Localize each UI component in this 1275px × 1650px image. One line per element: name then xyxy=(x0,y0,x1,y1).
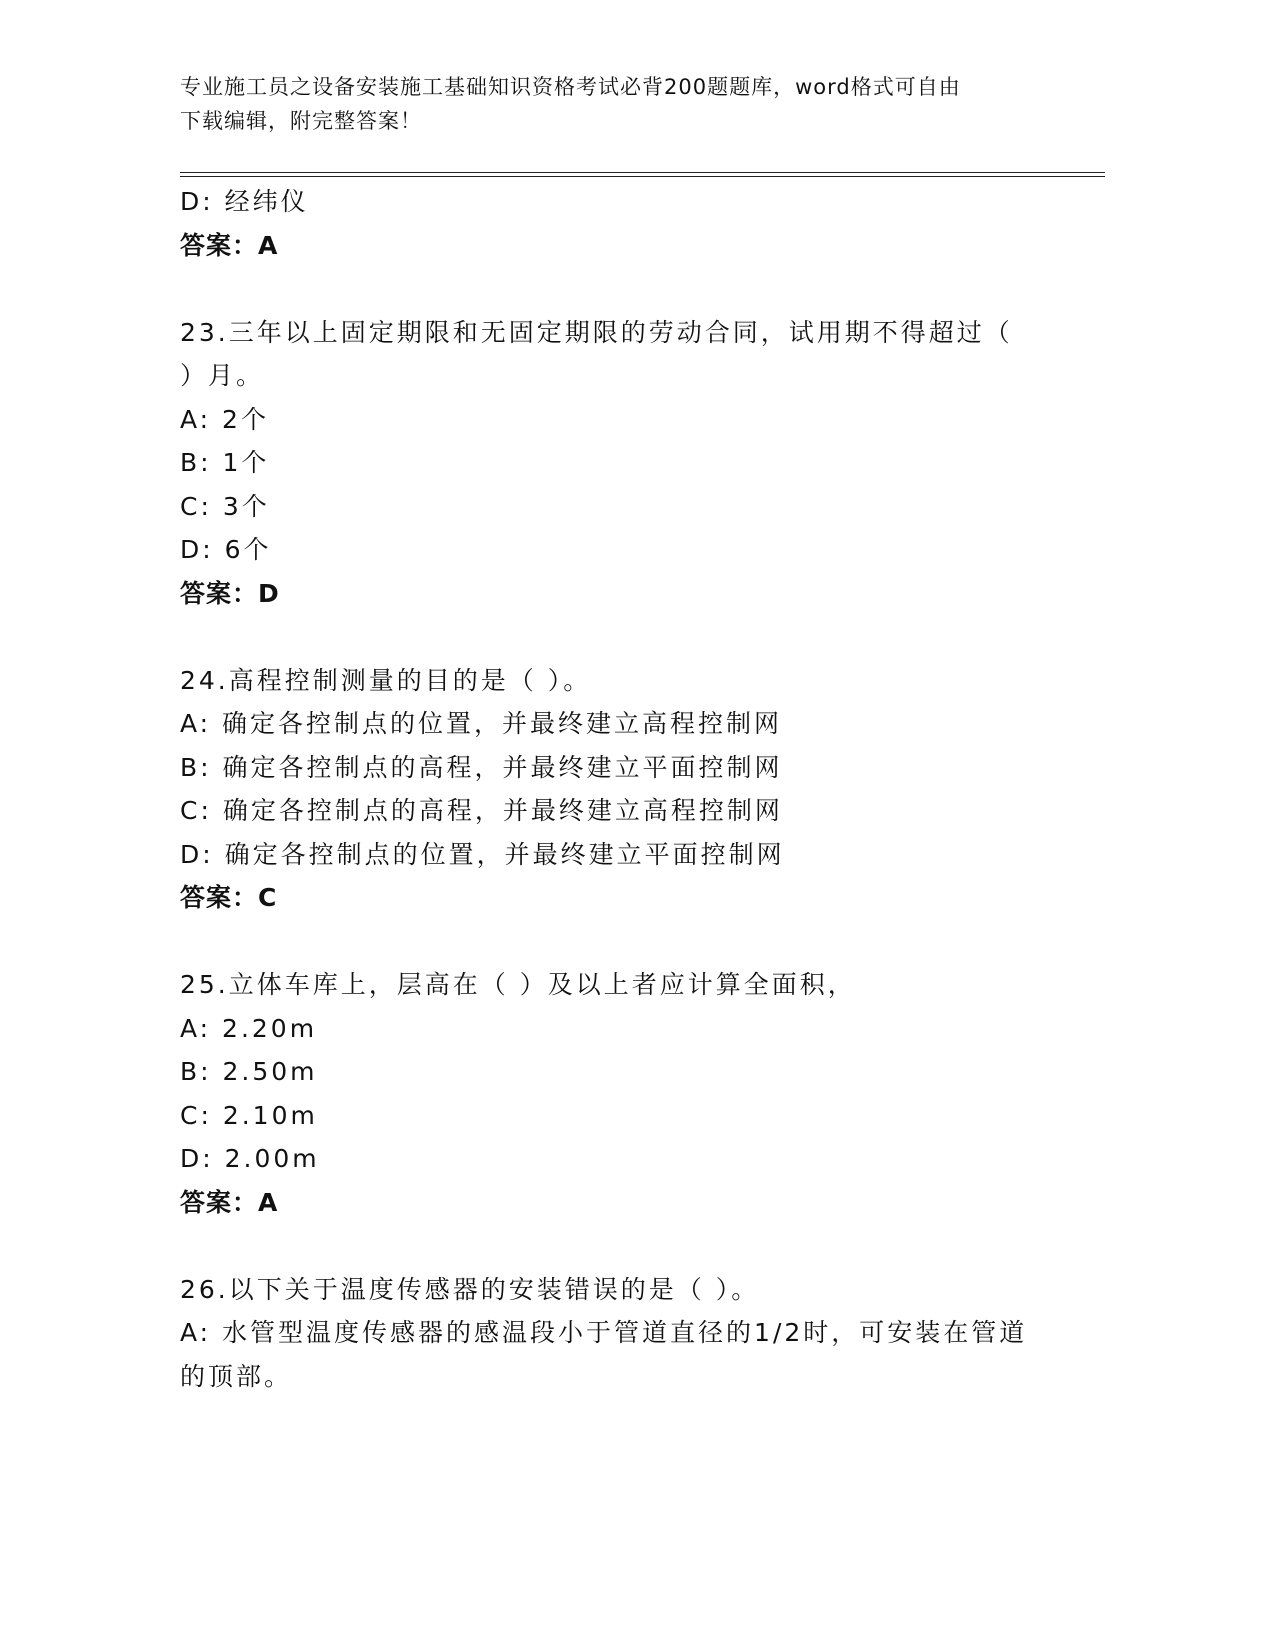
question-23 xyxy=(180,311,1080,616)
option-b: B: 1个 xyxy=(180,448,270,477)
answer-label: 答案：D xyxy=(180,578,280,608)
option-d: D: 2.00m xyxy=(180,1144,320,1173)
spacer xyxy=(180,1224,1080,1268)
option-d: D: 6个 xyxy=(180,535,272,564)
question-24 xyxy=(180,659,1080,920)
spacer xyxy=(180,920,1080,964)
question-26 xyxy=(180,1268,1080,1399)
question-stem: 24.高程控制测量的目的是（ ）。 xyxy=(180,665,592,695)
question-22-tail xyxy=(180,180,1080,267)
answer-label: 答案：C xyxy=(180,883,278,912)
option-a: A: 确定各控制点的位置，并最终建立高程控制网 xyxy=(180,709,783,738)
header-divider-top xyxy=(180,172,1105,173)
document-header xyxy=(180,70,1080,138)
option-c: C: 2.10m xyxy=(180,1100,318,1130)
spacer xyxy=(180,267,1080,311)
option-a: A: 2.20m xyxy=(180,1013,318,1043)
question-stem: 23.三年以上固定期限和无固定期限的劳动合同，试用期不得超过（ xyxy=(180,317,1013,347)
option-b: B: 2.50m xyxy=(180,1057,318,1086)
option-c: C: 3个 xyxy=(180,491,270,521)
question-stem: 26.以下关于温度传感器的安装错误的是（ ）。 xyxy=(180,1274,760,1304)
option-a-continued: 的顶部。 xyxy=(180,1361,293,1391)
question-stem-continued: ）月。 xyxy=(180,361,265,390)
question-25 xyxy=(180,963,1080,1224)
question-stem: 25.立体车库上，层高在（ ）及以上者应计算全面积， xyxy=(180,970,856,999)
option-d: D: 经纬仪 xyxy=(180,187,309,216)
option-a: A: 水管型温度传感器的感温段小于管道直径的1/2时，可安装在管道 xyxy=(180,1318,1028,1347)
header-title-line-2: 下载编辑，附完整答案！ xyxy=(180,109,422,133)
option-a: A: 2个 xyxy=(180,404,269,434)
spacer xyxy=(180,615,1080,659)
header-title-line-1: 专业施工员之设备安装施工基础知识资格考试必背200题题库，word格式可自由 xyxy=(180,75,961,99)
option-c: C: 确定各控制点的高程，并最终建立高程控制网 xyxy=(180,796,783,825)
answer-label: 答案：A xyxy=(180,1187,279,1217)
question-list xyxy=(180,180,1080,1398)
header-divider-bottom xyxy=(180,176,1105,177)
answer-label: 答案：A xyxy=(180,230,279,260)
option-b: B: 确定各控制点的高程，并最终建立平面控制网 xyxy=(180,752,783,782)
option-d: D: 确定各控制点的位置，并最终建立平面控制网 xyxy=(180,839,785,869)
